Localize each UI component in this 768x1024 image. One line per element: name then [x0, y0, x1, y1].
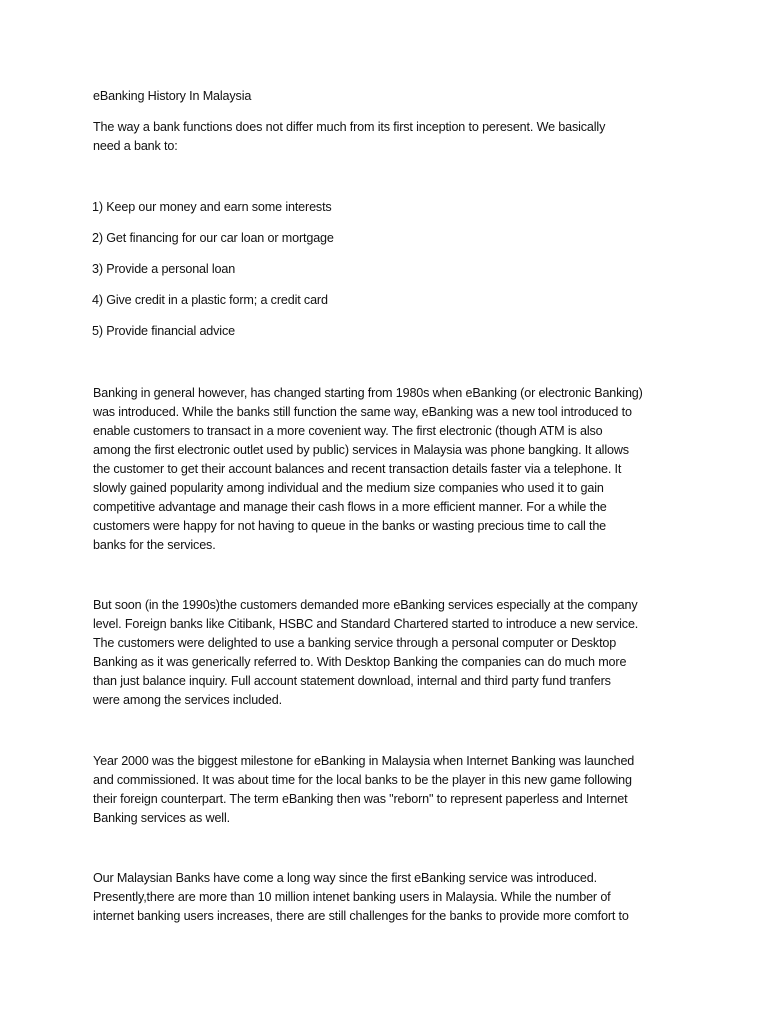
- title-text: eBanking History In Malaysia: [93, 89, 252, 103]
- text-line: their foreign counterpart. The term eBanking then was "reborn" to represent paperless and Internet: [93, 792, 628, 806]
- text-line: Year 2000 was the biggest milestone for eBanking in Malaysia when Internet Banking was launched: [93, 754, 635, 768]
- text-line: the customer to get their account balances and recent transaction details faster via a telephone. It: [93, 462, 622, 476]
- text-line: internet banking users increases, there are still challenges for the banks to provide more comfort to: [93, 909, 629, 923]
- text-line: customers were happy for not having to queue in the banks or wasting precious time to call the: [93, 519, 607, 533]
- paragraph-1990s: [93, 596, 683, 710]
- text-line: Banking as it was generically referred to. With Desktop Banking the companies can do much more: [93, 655, 627, 669]
- list-item: 5) Provide financial advice: [92, 324, 235, 338]
- text-line: slowly gained popularity among individual and the medium size companies who used it to gain: [93, 481, 604, 495]
- list-item: 3) Provide a personal loan: [92, 262, 236, 276]
- intro-paragraph: [93, 118, 683, 156]
- text-line: But soon (in the 1990s)the customers demanded more eBanking services especially at the company: [93, 598, 638, 612]
- text-line: competitive advantage and manage their cash flows in a more efficient manner. For a while the: [93, 500, 607, 514]
- paragraph-2000: [93, 752, 683, 828]
- text-line: banks for the services.: [93, 538, 216, 552]
- text-line: level. Foreign banks like Citibank, HSBC and Standard Chartered started to introduce a new service.: [93, 617, 639, 631]
- text-line: among the first electronic outlet used by public) services in Malaysia was phone bangking. It allows: [93, 443, 629, 457]
- text-line: was introduced. While the banks still function the same way, eBanking was a new tool introduced to: [93, 405, 632, 419]
- text-line: and commissioned. It was about time for the local banks to be the player in this new game following: [93, 773, 632, 787]
- text-line: Banking services as well.: [93, 811, 230, 825]
- text-line: The customers were delighted to use a banking service through a personal computer or Desktop: [93, 636, 617, 650]
- text-line: were among the services included.: [93, 693, 282, 707]
- text-line: enable customers to transact in a more covenient way. The first electronic (though ATM is also: [93, 424, 603, 438]
- list-item: 4) Give credit in a plastic form; a credit card: [92, 293, 328, 307]
- paragraph-present: [93, 869, 683, 926]
- paragraph-1980s: [93, 384, 683, 555]
- text-line: The way a bank functions does not differ much from its first inception to peresent. We basically: [93, 120, 606, 134]
- list-item: 1) Keep our money and earn some interests: [92, 200, 332, 214]
- text-line: Banking in general however, has changed starting from 1980s when eBanking (or electronic Banking): [93, 386, 643, 400]
- text-line: Our Malaysian Banks have come a long way since the first eBanking service was introduced.: [93, 871, 597, 885]
- document-title: [93, 87, 683, 106]
- list-item: 2) Get financing for our car loan or mortgage: [92, 231, 334, 245]
- text-line: need a bank to:: [93, 139, 178, 153]
- text-line: Presently,there are more than 10 million intenet banking users in Malaysia. While the number of: [93, 890, 611, 904]
- text-line: than just balance inquiry. Full account statement download, internal and third party fund tranfers: [93, 674, 611, 688]
